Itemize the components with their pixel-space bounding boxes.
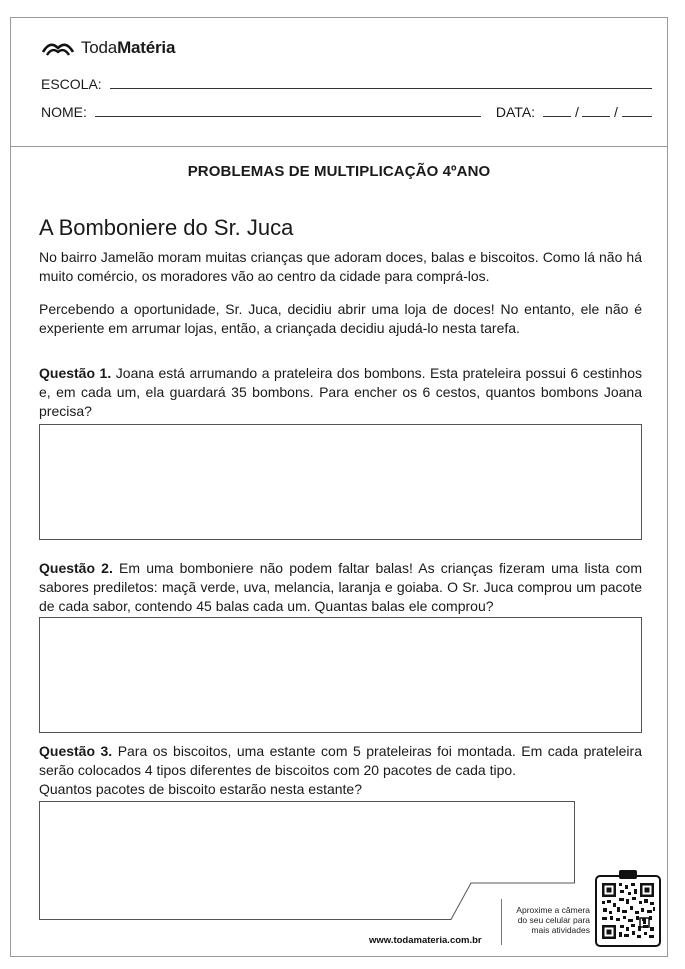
question-text: Em uma bomboniere não podem faltar balas! As crianças fizeram uma lista com sabores prediletos: maçã verde, uva, melancia, laranja e goiaba. O Sr. Juca comprou um pacote de cada sabor, contendo 45 balas cada um. Quantas balas ele comprou?	[39, 560, 642, 614]
question-label: Questão 1.	[39, 365, 112, 381]
logo-text-bold: Matéria	[117, 38, 176, 57]
intro-paragraph-2: Percebendo a oportunidade, Sr. Juca, decidiu abrir uma loja de doces! No entanto, ele não é experiente em arrumar lojas, então, a criançada decidiu ajudá-lo nesta tarefa.	[39, 301, 642, 336]
school-field	[41, 76, 652, 92]
question-1	[39, 364, 642, 421]
date-field	[496, 104, 652, 120]
school-line[interactable]	[110, 87, 652, 89]
worksheet	[10, 17, 668, 957]
website-url[interactable]: www.todamateria.com.br	[369, 935, 482, 946]
header	[11, 18, 667, 147]
name-label: NOME:	[41, 104, 87, 120]
question-2	[39, 559, 642, 616]
date-separator: /	[575, 104, 579, 120]
logo-text	[81, 38, 175, 58]
qr-code-icon[interactable]	[595, 868, 661, 948]
intro-paragraph-1: No bairro Jamelão moram muitas crianças que adoram doces, balas e biscoitos. Como lá não há muito comércio, os moradores vão ao centro da cidade para comprá-los.	[39, 249, 642, 284]
question-text: Joana está arrumando a prateleira dos bombons. Esta prateleira possui 6 cestinhos e, em cada um, ela guardará 35 bombons. Para encher os 6 cestos, quantos bombons Joana precisa?	[39, 365, 642, 419]
answer-box-2[interactable]	[39, 617, 642, 733]
question-text: Quantos pacotes de biscoito estarão nesta estante?	[39, 781, 362, 797]
page-title: PROBLEMAS DE MULTIPLICAÇÃO 4ºANO	[187, 163, 491, 180]
date-separator: /	[613, 104, 618, 120]
logo-icon	[41, 38, 75, 58]
name-line[interactable]	[95, 115, 481, 117]
qr-instruction: Aproxime a câmera do seu celular para mais atividades	[516, 905, 590, 935]
answer-box-3[interactable]	[39, 801, 576, 921]
date-month-line[interactable]	[582, 115, 610, 117]
question-label: Questão 2.	[39, 560, 113, 576]
answer-box-1[interactable]	[39, 424, 642, 540]
school-label: ESCOLA:	[41, 76, 102, 92]
story-heading: A Bomboniere do Sr. Juca	[39, 215, 294, 240]
logo-text-light: Toda	[81, 38, 118, 57]
date-label: DATA:	[495, 104, 536, 120]
date-year-line[interactable]	[622, 115, 652, 117]
question-3	[39, 742, 642, 799]
question-text: Para os biscoitos, uma estante com 5 prateleiras foi montada. Em cada prateleira serão colocados 4 tipos diferentes de biscoitos com 20 pacotes de cada tipo.	[39, 743, 642, 778]
logo	[41, 38, 175, 58]
footer-divider	[501, 899, 502, 945]
name-field	[41, 104, 652, 120]
question-label: Questão 3.	[39, 743, 113, 759]
date-day-line[interactable]	[543, 115, 571, 117]
